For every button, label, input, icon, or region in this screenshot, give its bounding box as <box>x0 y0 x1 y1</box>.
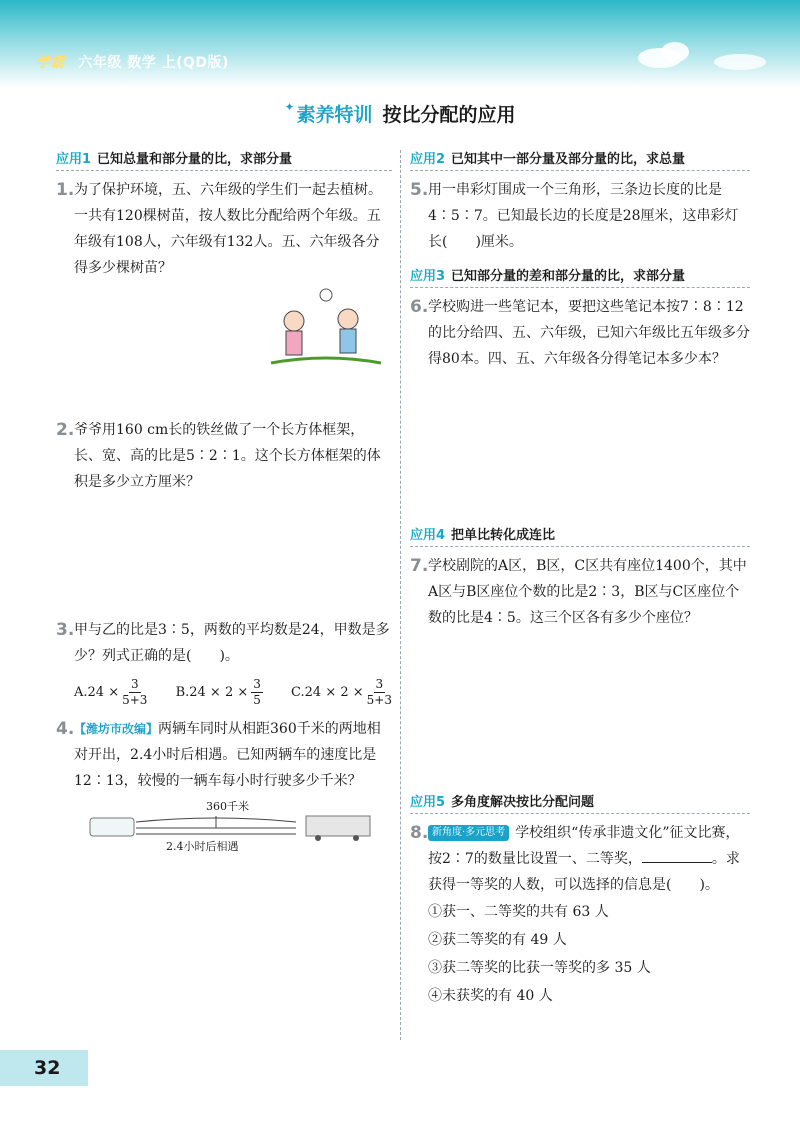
question-text: 学校组织“传承非遗文化”征文比赛，按2∶7的数量比设置一、二等奖， <box>428 825 740 867</box>
question-number: 1. <box>56 180 75 200</box>
answer-choices <box>74 677 392 708</box>
application-tag: 应用5 <box>410 795 446 810</box>
source-tag: 【潍坊市改编】 <box>74 722 159 736</box>
question-7 <box>410 553 750 631</box>
choice-c[interactable]: C.24 × 2 × $\frac{3}{5+3}$ <box>291 677 392 707</box>
question-5 <box>410 177 750 255</box>
distance-diagram <box>56 798 392 854</box>
option-2[interactable]: ②获二等奖的有 49 人 <box>428 932 567 948</box>
distance-label: 360千米 <box>206 800 249 813</box>
question-text: 学校购进一些笔记本，要把这些笔记本按7∶8∶12的比分给四、五、六年级，已知六年级比五年级多分得80本。四、五、六年级各分得笔记本多少本？ <box>428 299 750 367</box>
application-heading <box>56 148 392 171</box>
question-2 <box>56 417 392 495</box>
question-number: 2. <box>56 420 75 440</box>
column-divider <box>400 150 401 1040</box>
sparkle-icon: ✦ <box>284 100 295 114</box>
application-text: 已知部分量的差和部分量的比，求部分量 <box>451 269 686 284</box>
right-column <box>410 148 750 1010</box>
application-text: 已知其中一部分量及部分量的比，求总量 <box>451 152 686 167</box>
page-number: 32 <box>0 1050 88 1086</box>
choice-a[interactable]: A.24 × $\frac{3}{5+3}$ <box>74 677 148 707</box>
section-title <box>0 100 800 127</box>
book-title: 六年级 数学 上(QD版) <box>78 55 229 71</box>
question-1 <box>56 177 392 281</box>
new-angle-tag: 新角度·多元思考 <box>428 825 509 841</box>
time-label: 2.4小时后相遇 <box>166 840 239 853</box>
question-text: 学校剧院的A区，B区，C区共有座位1400个，其中A区与B区座位个数的比是2∶3，B区与C区座位个数的比是4∶5。这三个区各有多少个座位？ <box>428 558 747 626</box>
question-number: 3. <box>56 620 75 640</box>
question-number: 4. <box>56 719 75 739</box>
option-1[interactable]: ①获一、二等奖的共有 63 人 <box>428 904 609 920</box>
application-tag: 应用4 <box>410 528 446 543</box>
question-text: 爷爷用160 cm长的铁丝做了一个长方体框架，长、宽、高的比是5∶2∶1。这个长方体框架的体积是多少立方厘米？ <box>74 422 381 490</box>
question-text: 两辆车同时从相距360千米的两地相对开出，2.4小时后相遇。已知两辆车的速度比是12∶13，较慢的一辆车每小时行驶多少千米？ <box>74 721 381 789</box>
question-number: 6. <box>410 297 429 317</box>
application-heading <box>410 148 750 171</box>
cloud-icon <box>630 36 780 76</box>
left-column <box>56 148 392 854</box>
question-text: 用一串彩灯围成一个三角形，三条边长度的比是4∶5∶7。已知最长边的长度是28厘米，这串彩灯长( )厘米。 <box>428 182 739 250</box>
application-text: 把单比转化成连比 <box>451 528 556 543</box>
application-tag: 应用1 <box>56 152 92 167</box>
question-3 <box>56 617 392 708</box>
book-header <box>36 52 229 72</box>
option-4[interactable]: ④未获奖的有 40 人 <box>428 988 553 1004</box>
answer-blank[interactable] <box>642 862 712 863</box>
children-planting-illustration <box>266 283 386 373</box>
brand-logo: 学霸 <box>36 55 65 71</box>
application-heading <box>410 791 750 814</box>
section-badge: 素养特训 <box>296 104 373 126</box>
application-heading <box>410 265 750 288</box>
question-4 <box>56 716 392 794</box>
application-tag: 应用3 <box>410 269 446 284</box>
question-number: 8. <box>410 823 429 843</box>
application-text: 已知总量和部分量的比，求部分量 <box>97 152 293 167</box>
application-heading <box>410 524 750 547</box>
option-3[interactable]: ③获二等奖的比获一等奖的多 35 人 <box>428 960 651 976</box>
question-text: 甲与乙的比是3∶5，两数的平均数是24，甲数是多少？列式正确的是( )。 <box>74 622 390 664</box>
application-tag: 应用2 <box>410 152 446 167</box>
application-text: 多角度解决按比分配问题 <box>451 795 595 810</box>
question-text: 为了保护环境，五、六年级的学生们一起去植树。一共有120棵树苗，按人数比分配给两个年级。五年级有108人，六年级有132人。五、六年级各分得多少棵树苗？ <box>74 182 382 276</box>
question-number: 7. <box>410 556 429 576</box>
section-heading: 按比分配的应用 <box>382 104 516 126</box>
choice-b[interactable]: B.24 × 2 × $\frac{3}{5}$ <box>175 677 261 707</box>
question-text-continued: 。求获得一等奖的人数，可以选择的信息是( )。 <box>428 851 740 893</box>
question-number: 5. <box>410 180 429 200</box>
question-6 <box>410 294 750 372</box>
question-8 <box>410 820 750 1010</box>
